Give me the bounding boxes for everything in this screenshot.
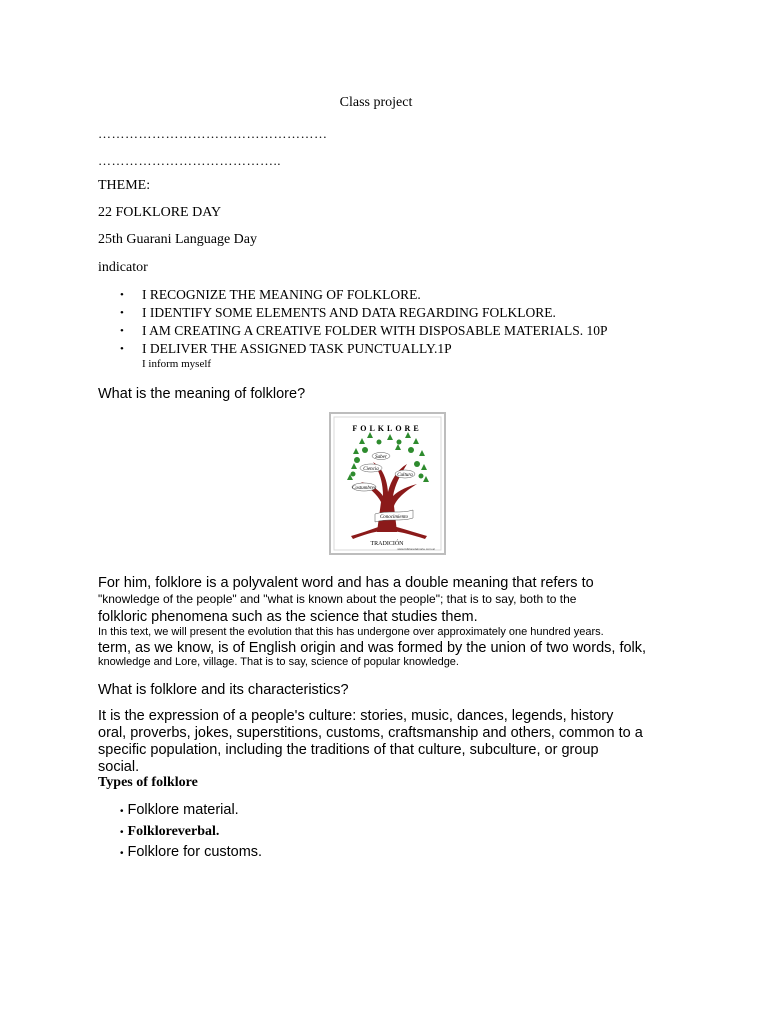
paragraph-line: knowledge and Lore, village. That is to say, science of popular knowledge. xyxy=(98,656,459,668)
tree-roots xyxy=(351,526,427,539)
folklore-tree-image xyxy=(329,412,446,555)
paragraph-line: For him, folklore is a polyvalent word and has a double meaning that refers to xyxy=(98,575,594,591)
bullet-icon: • xyxy=(120,307,124,319)
meaning-question: What is the meaning of folklore? xyxy=(98,386,306,402)
branch-word: Cultura xyxy=(397,473,413,478)
types-heading: Types of folklore xyxy=(98,775,198,790)
indicator-item: • I IDENTIFY SOME ELEMENTS AND DATA REGARDING FOLKLORE. xyxy=(120,305,556,320)
paragraph-line: term, as we know, is of English origin and was formed by the union of two words, folk, xyxy=(98,640,647,656)
bullet-icon: • xyxy=(120,325,124,337)
indicator-label: indicator xyxy=(98,260,148,275)
tree-illustration xyxy=(331,414,444,553)
paragraph-line: specific population, including the traditions of that culture, subculture, or group xyxy=(98,742,599,758)
name-blank-line: …………………………………………… xyxy=(98,126,328,141)
bullet-icon: • xyxy=(120,806,124,817)
type-item: • Folkloreverbal. xyxy=(120,824,220,839)
paragraph-line: oral, proverbs, jokes, superstitions, customs, craftsmanship and others, common to a xyxy=(98,725,643,741)
figure-site: www.folkloredelnorte.com.ar xyxy=(397,547,435,551)
ribbon-word: Conocimiento xyxy=(379,515,409,520)
grade-blank-line: ………………………………….. xyxy=(98,153,281,168)
theme-guarani-day: 25th Guarani Language Day xyxy=(98,232,257,247)
figure-heading: FOLKLORE xyxy=(352,424,422,433)
branch-word: Costumbres xyxy=(352,486,376,491)
inform-note: I inform myself xyxy=(142,358,212,370)
paragraph-line: social. xyxy=(98,759,140,775)
theme-label: THEME: xyxy=(98,178,151,193)
paragraph-line: folkloric phenomena such as the science that studies them. xyxy=(98,609,478,625)
page-title: Class project xyxy=(339,95,413,110)
indicator-list xyxy=(98,286,608,358)
indicator-item: • I RECOGNIZE THE MEANING OF FOLKLORE. xyxy=(120,287,421,302)
bullet-icon: • xyxy=(120,827,124,838)
figure-footer: TRADICIÓN xyxy=(370,541,404,547)
characteristics-question: What is folklore and its characteristics? xyxy=(98,682,349,698)
bullet-icon: • xyxy=(120,848,124,859)
types-list xyxy=(120,800,262,863)
paragraph-line: It is the expression of a people's culture: stories, music, dances, legends, history xyxy=(98,708,614,724)
indicator-item: • I DELIVER THE ASSIGNED TASK PUNCTUALLY.1P xyxy=(120,341,452,356)
indicator-item: • I AM CREATING A CREATIVE FOLDER WITH DISPOSABLE MATERIALS. 10P xyxy=(120,323,608,338)
paragraph-line: In this text, we will present the evolution that this has undergone over approximately one hundred years. xyxy=(98,626,604,638)
type-item: • Folklore for customs. xyxy=(120,844,263,860)
paragraph-line: "knowledge of the people" and "what is known about the people"; that is to say, both to the xyxy=(98,592,577,606)
branch-word: Saber xyxy=(375,455,387,460)
bullet-icon: • xyxy=(120,343,124,355)
branch-word: Ciencia xyxy=(363,467,379,472)
type-item: • Folklore material. xyxy=(120,802,239,818)
bullet-icon: • xyxy=(120,289,124,301)
theme-folklore-day: 22 FOLKLORE DAY xyxy=(98,205,222,220)
